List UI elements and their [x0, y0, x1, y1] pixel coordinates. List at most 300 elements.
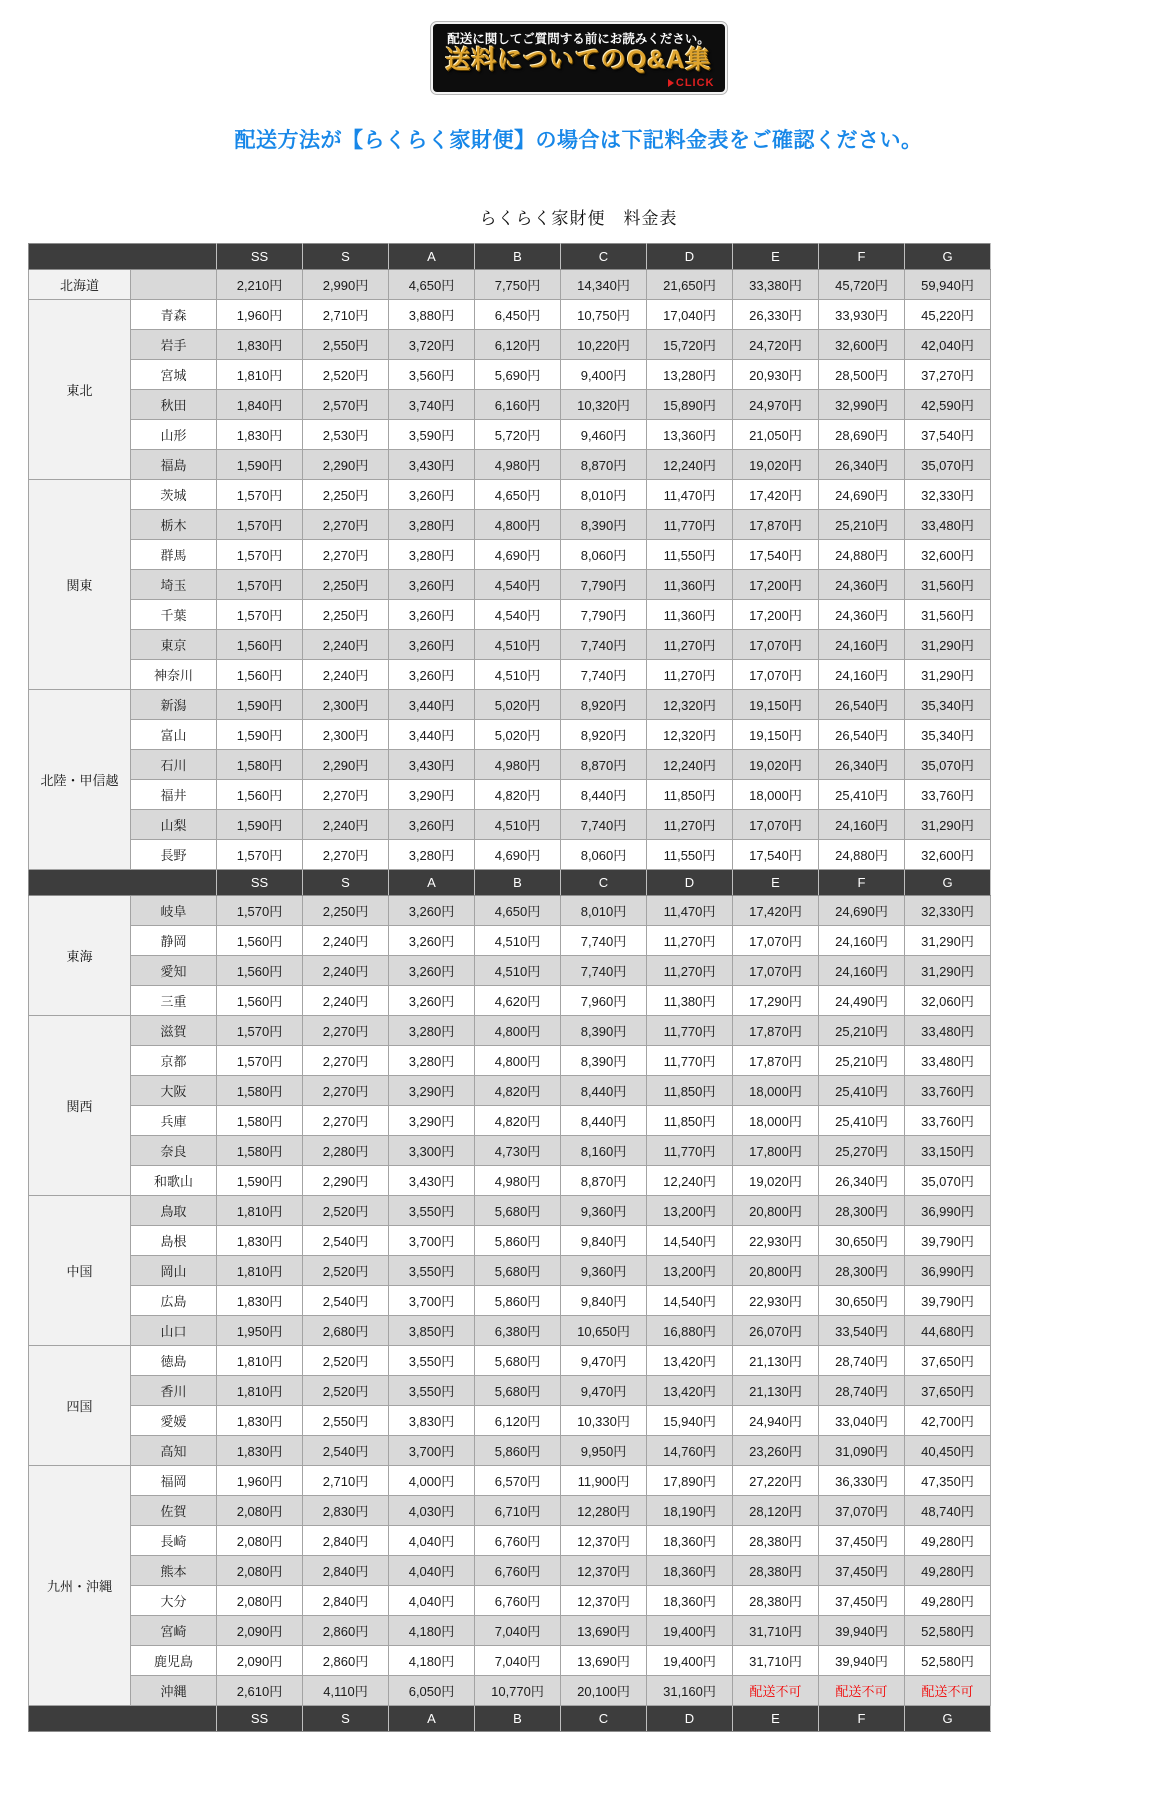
rate-row	[29, 956, 991, 986]
price-cell: 14,760円	[647, 1436, 733, 1466]
price-cell: 6,380円	[475, 1316, 561, 1346]
price-cell: 1,570円	[217, 600, 303, 630]
price-cell: 4,510円	[475, 810, 561, 840]
price-cell: 20,800円	[733, 1256, 819, 1286]
price-cell: 24,970円	[733, 390, 819, 420]
rate-row	[29, 1466, 991, 1496]
price-cell: 11,360円	[647, 570, 733, 600]
price-cell: 24,160円	[819, 810, 905, 840]
price-cell: 21,050円	[733, 420, 819, 450]
price-cell: 12,370円	[561, 1526, 647, 1556]
prefecture-cell: 福岡	[131, 1466, 217, 1496]
price-cell: 3,430円	[389, 750, 475, 780]
prefecture-cell: 愛媛	[131, 1406, 217, 1436]
price-cell: 25,270円	[819, 1136, 905, 1166]
price-cell: 4,040円	[389, 1586, 475, 1616]
price-cell: 25,210円	[819, 1016, 905, 1046]
shipping-notice: 配送方法が【らくらく家財便】の場合は下記料金表をご確認ください。	[234, 129, 923, 152]
prefecture-cell: 青森	[131, 300, 217, 330]
price-cell: 12,240円	[647, 1166, 733, 1196]
price-cell: 48,740円	[905, 1496, 991, 1526]
price-cell: 2,080円	[217, 1526, 303, 1556]
rate-row	[29, 1496, 991, 1526]
prefecture-cell: 宮崎	[131, 1616, 217, 1646]
price-cell: 19,150円	[733, 690, 819, 720]
region-cell: 関東	[29, 480, 131, 690]
price-cell: 33,480円	[905, 1016, 991, 1046]
price-cell: 3,550円	[389, 1196, 475, 1226]
price-cell: 14,340円	[561, 270, 647, 300]
price-cell: 35,070円	[905, 750, 991, 780]
rate-row	[29, 720, 991, 750]
price-cell: 4,040円	[389, 1526, 475, 1556]
price-cell: 24,880円	[819, 540, 905, 570]
size-header-cell: A	[389, 244, 475, 270]
price-cell: 13,420円	[647, 1346, 733, 1376]
prefecture-cell: 三重	[131, 986, 217, 1016]
price-cell: 3,440円	[389, 690, 475, 720]
price-cell: 17,870円	[733, 1016, 819, 1046]
price-cell: 27,220円	[733, 1466, 819, 1496]
price-cell: 7,740円	[561, 810, 647, 840]
price-cell: 15,940円	[647, 1406, 733, 1436]
price-cell: 3,830円	[389, 1406, 475, 1436]
price-cell: 25,210円	[819, 510, 905, 540]
price-cell: 24,160円	[819, 630, 905, 660]
price-cell: 2,300円	[303, 690, 389, 720]
price-cell: 11,270円	[647, 956, 733, 986]
price-cell: 3,550円	[389, 1376, 475, 1406]
prefecture-cell: 徳島	[131, 1346, 217, 1376]
price-cell: 9,360円	[561, 1256, 647, 1286]
price-cell: 1,590円	[217, 810, 303, 840]
price-cell: 11,770円	[647, 1136, 733, 1166]
price-cell: 11,380円	[647, 986, 733, 1016]
price-cell: 1,830円	[217, 1286, 303, 1316]
price-cell: 2,300円	[303, 720, 389, 750]
price-cell: 32,060円	[905, 986, 991, 1016]
price-cell: 3,300円	[389, 1136, 475, 1166]
price-cell: 33,380円	[733, 270, 819, 300]
price-cell: 4,980円	[475, 450, 561, 480]
price-cell: 2,270円	[303, 1046, 389, 1076]
rate-row	[29, 1256, 991, 1286]
price-cell: 4,040円	[389, 1556, 475, 1586]
prefecture-cell: 岐阜	[131, 896, 217, 926]
price-cell: 3,700円	[389, 1286, 475, 1316]
prefecture-cell: 長野	[131, 840, 217, 870]
price-cell: 3,280円	[389, 840, 475, 870]
price-cell: 28,380円	[733, 1586, 819, 1616]
price-cell: 31,160円	[647, 1676, 733, 1706]
price-cell: 15,890円	[647, 390, 733, 420]
price-cell: 2,520円	[303, 1346, 389, 1376]
price-cell: 33,760円	[905, 1106, 991, 1136]
price-cell: 25,410円	[819, 780, 905, 810]
size-header-cell: S	[303, 244, 389, 270]
price-cell: 2,520円	[303, 360, 389, 390]
price-cell: 2,540円	[303, 1436, 389, 1466]
rate-table	[28, 243, 991, 1732]
price-cell: 1,560円	[217, 780, 303, 810]
price-cell: 4,800円	[475, 1046, 561, 1076]
price-cell: 11,850円	[647, 780, 733, 810]
price-cell: 17,420円	[733, 896, 819, 926]
prefecture-cell: 高知	[131, 1436, 217, 1466]
price-cell: 3,440円	[389, 720, 475, 750]
prefecture-cell: 宮城	[131, 360, 217, 390]
price-cell: 52,580円	[905, 1646, 991, 1676]
prefecture-cell: 大分	[131, 1586, 217, 1616]
price-cell: 26,340円	[819, 450, 905, 480]
rate-row	[29, 660, 991, 690]
price-cell: 39,940円	[819, 1616, 905, 1646]
price-cell: 11,270円	[647, 660, 733, 690]
rate-row	[29, 300, 991, 330]
rate-row	[29, 480, 991, 510]
price-cell: 13,360円	[647, 420, 733, 450]
price-cell: 8,870円	[561, 750, 647, 780]
price-cell: 49,280円	[905, 1586, 991, 1616]
prefecture-cell: 富山	[131, 720, 217, 750]
price-cell: 26,340円	[819, 750, 905, 780]
price-cell: 3,260円	[389, 570, 475, 600]
price-cell: 4,180円	[389, 1616, 475, 1646]
price-cell: 9,470円	[561, 1376, 647, 1406]
price-cell: 6,760円	[475, 1586, 561, 1616]
price-cell: 8,060円	[561, 540, 647, 570]
price-cell: 5,860円	[475, 1436, 561, 1466]
size-header-cell: D	[647, 870, 733, 896]
price-cell: 3,700円	[389, 1436, 475, 1466]
price-cell: 32,330円	[905, 896, 991, 926]
price-cell: 37,450円	[819, 1586, 905, 1616]
price-cell: 2,990円	[303, 270, 389, 300]
price-cell: 31,560円	[905, 600, 991, 630]
price-cell: 19,020円	[733, 1166, 819, 1196]
price-cell: 25,210円	[819, 1046, 905, 1076]
prefecture-cell: 茨城	[131, 480, 217, 510]
price-cell: 4,980円	[475, 1166, 561, 1196]
prefecture-cell: 新潟	[131, 690, 217, 720]
price-cell: 33,480円	[905, 1046, 991, 1076]
price-cell: 9,840円	[561, 1226, 647, 1256]
page	[0, 22, 1157, 1807]
price-cell: 12,320円	[647, 690, 733, 720]
price-cell: 3,880円	[389, 300, 475, 330]
price-cell: 1,560円	[217, 956, 303, 986]
price-cell: 5,680円	[475, 1256, 561, 1286]
price-cell: 18,360円	[647, 1586, 733, 1616]
price-cell: 3,280円	[389, 1016, 475, 1046]
rate-row	[29, 1436, 991, 1466]
prefecture-cell: 愛知	[131, 956, 217, 986]
price-cell: 2,550円	[303, 330, 389, 360]
price-cell: 2,830円	[303, 1496, 389, 1526]
price-cell: 17,420円	[733, 480, 819, 510]
price-cell: 13,280円	[647, 360, 733, 390]
price-cell: 3,260円	[389, 986, 475, 1016]
rate-row	[29, 360, 991, 390]
rate-row	[29, 1376, 991, 1406]
prefecture-cell: 長崎	[131, 1526, 217, 1556]
price-cell: 2,240円	[303, 926, 389, 956]
size-header-cell: B	[475, 244, 561, 270]
size-header-cell: F	[819, 1706, 905, 1732]
price-cell: 32,990円	[819, 390, 905, 420]
price-cell: 49,280円	[905, 1556, 991, 1586]
rate-row	[29, 330, 991, 360]
price-cell: 1,570円	[217, 896, 303, 926]
price-cell: 12,370円	[561, 1586, 647, 1616]
price-cell: 2,540円	[303, 1226, 389, 1256]
price-cell: 40,450円	[905, 1436, 991, 1466]
price-cell: 4,620円	[475, 986, 561, 1016]
size-header-cell: SS	[217, 244, 303, 270]
price-cell: 14,540円	[647, 1286, 733, 1316]
price-cell: 4,650円	[475, 896, 561, 926]
price-cell: 4,820円	[475, 1106, 561, 1136]
price-cell: 1,830円	[217, 1406, 303, 1436]
price-cell: 44,680円	[905, 1316, 991, 1346]
price-cell: 6,760円	[475, 1556, 561, 1586]
price-cell: 18,000円	[733, 780, 819, 810]
price-cell: 4,510円	[475, 956, 561, 986]
price-cell: 3,550円	[389, 1256, 475, 1286]
rate-row	[29, 1196, 991, 1226]
size-header-cell: B	[475, 870, 561, 896]
price-cell: 2,240円	[303, 630, 389, 660]
price-cell: 11,900円	[561, 1466, 647, 1496]
price-cell: 8,440円	[561, 780, 647, 810]
price-cell: 21,650円	[647, 270, 733, 300]
price-cell: 24,490円	[819, 986, 905, 1016]
size-header-cell: B	[475, 1706, 561, 1732]
size-header-cell: C	[561, 870, 647, 896]
price-cell: 1,830円	[217, 330, 303, 360]
price-cell: 18,360円	[647, 1526, 733, 1556]
price-cell: 42,700円	[905, 1406, 991, 1436]
price-cell: 28,380円	[733, 1556, 819, 1586]
price-cell: 24,360円	[819, 600, 905, 630]
price-cell: 5,020円	[475, 690, 561, 720]
price-cell: 11,550円	[647, 840, 733, 870]
price-cell: 35,340円	[905, 690, 991, 720]
price-cell: 23,260円	[733, 1436, 819, 1466]
price-cell: 10,770円	[475, 1676, 561, 1706]
price-cell: 3,260円	[389, 956, 475, 986]
price-cell: 2,080円	[217, 1556, 303, 1586]
prefecture-cell: 鹿児島	[131, 1646, 217, 1676]
price-cell: 11,850円	[647, 1106, 733, 1136]
prefecture-cell: 山梨	[131, 810, 217, 840]
price-cell: 31,290円	[905, 810, 991, 840]
price-cell: 4,000円	[389, 1466, 475, 1496]
price-cell: 17,870円	[733, 510, 819, 540]
rate-row	[29, 1616, 991, 1646]
price-cell: 32,600円	[905, 840, 991, 870]
price-cell: 8,390円	[561, 1046, 647, 1076]
price-cell: 2,520円	[303, 1376, 389, 1406]
prefecture-cell: 熊本	[131, 1556, 217, 1586]
price-cell: 4,730円	[475, 1136, 561, 1166]
price-cell: 12,280円	[561, 1496, 647, 1526]
price-cell: 17,070円	[733, 956, 819, 986]
rate-row	[29, 690, 991, 720]
price-cell: 5,680円	[475, 1376, 561, 1406]
prefecture-cell: 静岡	[131, 926, 217, 956]
rate-row	[29, 450, 991, 480]
rate-row	[29, 1166, 991, 1196]
price-cell: 31,090円	[819, 1436, 905, 1466]
price-cell: 1,590円	[217, 1166, 303, 1196]
region-cell: 関西	[29, 1016, 131, 1196]
price-cell: 6,160円	[475, 390, 561, 420]
price-cell: 2,210円	[217, 270, 303, 300]
price-cell: 37,650円	[905, 1376, 991, 1406]
price-cell: 39,940円	[819, 1646, 905, 1676]
prefecture-cell: 佐賀	[131, 1496, 217, 1526]
price-cell: 2,290円	[303, 1166, 389, 1196]
price-cell: 18,000円	[733, 1106, 819, 1136]
price-cell: 2,270円	[303, 840, 389, 870]
price-cell: 30,650円	[819, 1226, 905, 1256]
click-arrow-icon	[668, 79, 674, 87]
price-cell: 4,650円	[475, 480, 561, 510]
price-cell: 2,570円	[303, 390, 389, 420]
price-cell: 18,360円	[647, 1556, 733, 1586]
price-cell: 5,680円	[475, 1346, 561, 1376]
price-cell: 33,540円	[819, 1316, 905, 1346]
price-cell: 9,460円	[561, 420, 647, 450]
price-cell: 2,250円	[303, 896, 389, 926]
price-cell: 19,020円	[733, 750, 819, 780]
price-cell: 7,790円	[561, 570, 647, 600]
price-cell: 17,070円	[733, 926, 819, 956]
price-cell: 1,590円	[217, 690, 303, 720]
size-header-cell: SS	[217, 1706, 303, 1732]
price-cell: 45,220円	[905, 300, 991, 330]
size-header-cell: E	[733, 244, 819, 270]
rate-row	[29, 1016, 991, 1046]
prefecture-cell: 秋田	[131, 390, 217, 420]
price-cell: 3,260円	[389, 630, 475, 660]
price-cell: 1,570円	[217, 540, 303, 570]
price-cell: 11,770円	[647, 510, 733, 540]
prefecture-cell: 神奈川	[131, 660, 217, 690]
price-cell: 2,240円	[303, 956, 389, 986]
price-cell: 4,510円	[475, 926, 561, 956]
price-cell: 37,540円	[905, 420, 991, 450]
price-cell: 3,740円	[389, 390, 475, 420]
prefecture-cell: 鳥取	[131, 1196, 217, 1226]
price-cell: 19,150円	[733, 720, 819, 750]
price-cell: 4,820円	[475, 1076, 561, 1106]
prefecture-cell: 石川	[131, 750, 217, 780]
price-cell: 31,710円	[733, 1646, 819, 1676]
price-cell: 39,790円	[905, 1286, 991, 1316]
region-cell: 四国	[29, 1346, 131, 1466]
rate-row	[29, 420, 991, 450]
price-cell: 20,100円	[561, 1676, 647, 1706]
price-cell: 5,860円	[475, 1226, 561, 1256]
price-cell: 3,260円	[389, 926, 475, 956]
price-cell: 3,850円	[389, 1316, 475, 1346]
region-cell: 東海	[29, 896, 131, 1016]
price-cell: 24,720円	[733, 330, 819, 360]
price-cell: 17,800円	[733, 1136, 819, 1166]
price-cell: 8,920円	[561, 720, 647, 750]
price-cell: 5,690円	[475, 360, 561, 390]
price-cell: 1,560円	[217, 986, 303, 1016]
price-cell: 1,950円	[217, 1316, 303, 1346]
price-cell: 26,540円	[819, 720, 905, 750]
price-cell: 3,280円	[389, 540, 475, 570]
prefecture-cell: 山口	[131, 1316, 217, 1346]
price-cell: 2,240円	[303, 986, 389, 1016]
price-cell: 25,410円	[819, 1106, 905, 1136]
price-cell: 4,800円	[475, 1016, 561, 1046]
price-cell: 36,990円	[905, 1196, 991, 1226]
size-header-cell: C	[561, 244, 647, 270]
prefecture-cell: 香川	[131, 1376, 217, 1406]
price-cell: 8,920円	[561, 690, 647, 720]
price-cell: 12,320円	[647, 720, 733, 750]
click-text: CLICK	[675, 77, 715, 89]
price-cell: 22,930円	[733, 1286, 819, 1316]
price-cell: 13,690円	[561, 1616, 647, 1646]
price-cell: 1,580円	[217, 1076, 303, 1106]
price-cell: 1,830円	[217, 1436, 303, 1466]
qa-banner-link[interactable]	[431, 22, 727, 94]
prefecture-cell: 千葉	[131, 600, 217, 630]
price-cell: 26,540円	[819, 690, 905, 720]
price-cell: 1,570円	[217, 480, 303, 510]
price-cell: 2,080円	[217, 1496, 303, 1526]
price-cell: 17,540円	[733, 540, 819, 570]
price-cell: 7,790円	[561, 600, 647, 630]
price-cell: 2,270円	[303, 1076, 389, 1106]
price-cell: 11,270円	[647, 630, 733, 660]
price-cell: 2,290円	[303, 450, 389, 480]
rate-row	[29, 1586, 991, 1616]
rate-row	[29, 1076, 991, 1106]
price-cell: 11,550円	[647, 540, 733, 570]
price-cell: 39,790円	[905, 1226, 991, 1256]
region-cell: 中国	[29, 1196, 131, 1346]
rate-row	[29, 1646, 991, 1676]
price-cell: 3,550円	[389, 1346, 475, 1376]
price-cell: 32,330円	[905, 480, 991, 510]
price-cell: 2,270円	[303, 780, 389, 810]
size-header-row	[29, 870, 991, 896]
price-cell: 1,810円	[217, 1196, 303, 1226]
price-cell: 3,260円	[389, 600, 475, 630]
price-cell: 2,860円	[303, 1646, 389, 1676]
rate-row	[29, 1526, 991, 1556]
price-cell: 1,570円	[217, 1016, 303, 1046]
qa-banner-click-label	[668, 77, 715, 89]
unavailable-cell: 配送不可	[819, 1676, 905, 1706]
price-cell: 8,440円	[561, 1106, 647, 1136]
price-cell: 1,810円	[217, 1256, 303, 1286]
rate-row	[29, 1406, 991, 1436]
price-cell: 52,580円	[905, 1616, 991, 1646]
unavailable-cell: 配送不可	[733, 1676, 819, 1706]
price-cell: 2,840円	[303, 1586, 389, 1616]
price-cell: 4,540円	[475, 570, 561, 600]
price-cell: 7,740円	[561, 630, 647, 660]
